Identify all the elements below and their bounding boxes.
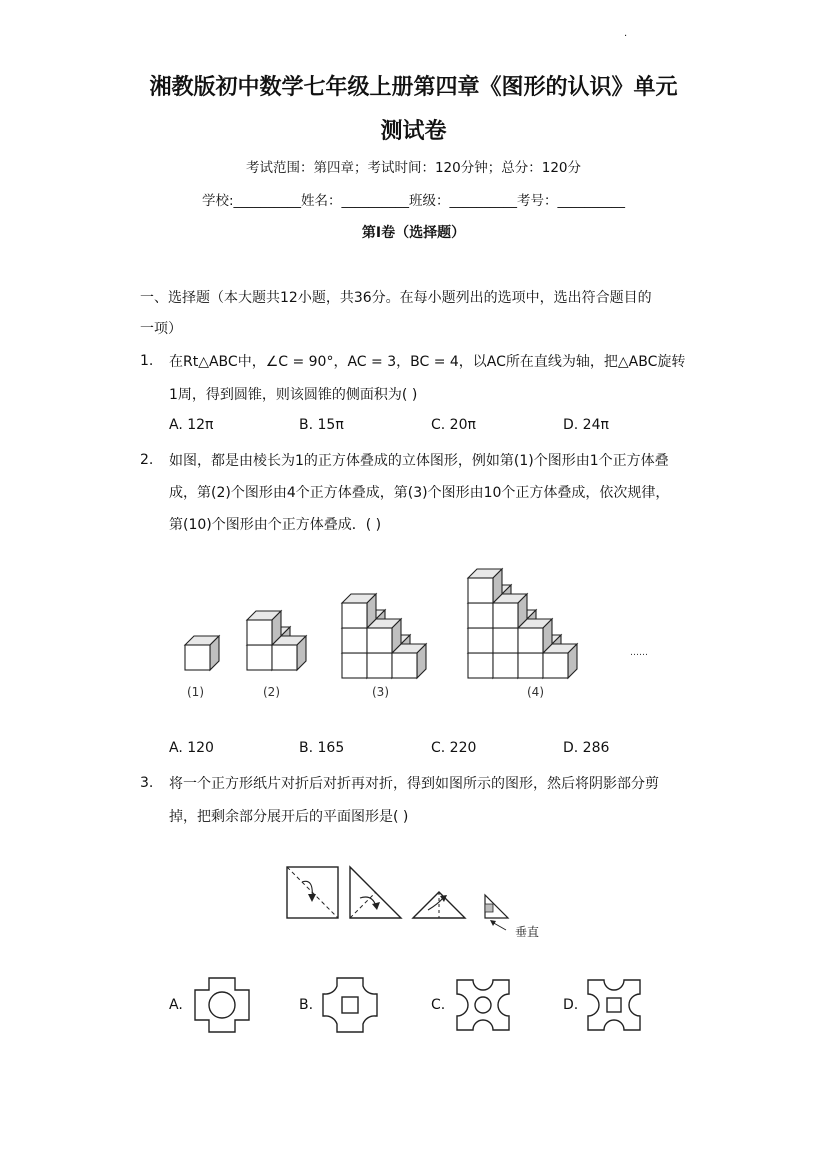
q2-number: 2. [140, 452, 154, 468]
cube [493, 594, 527, 628]
q1-option-d[interactable]: D. 24π [563, 417, 609, 433]
exam-info: 考试范围：第四章；考试时间：120分钟；总分：120分 [245, 160, 582, 176]
q1-option-c[interactable]: C. 20π [431, 417, 476, 433]
q2-fig-label-4: (4) [527, 685, 544, 699]
section-heading-line1: 一、选择题（本大题共12小题，共36分。在每小题列出的选项中，选出符合题目的 [140, 290, 652, 306]
cube [272, 636, 306, 670]
q3-folding-figure [280, 860, 550, 945]
q3-option-a-shape[interactable] [191, 976, 253, 1034]
q3-option-b-shape[interactable] [319, 976, 381, 1034]
q3-option-a[interactable]: A. [169, 997, 183, 1013]
q1-text-line1: 在Rt△ABC中，∠C = 90°，AC = 3，BC = 4，以AC所在直线为轴，把△ABC旋转 [169, 354, 686, 370]
q3-text-line1: 将一个正方形纸片对折后对折再对折，得到如图所示的图形，然后将阴影部分剪 [169, 776, 659, 792]
q2-fig-label-3: (3) [372, 685, 389, 699]
student-fields: 学校:__________姓名：__________班级：__________考号：__________ [201, 193, 626, 209]
q3-text-line2: 掉，把剩余部分展开后的平面图形是( ) [169, 809, 409, 825]
q3-number: 3. [140, 775, 154, 791]
page-title-line2: 测试卷 [380, 118, 447, 144]
q2-text-line2: 成，第(2)个图形由4个正方体叠成，第(3)个图形由10个正方体叠成，依次规律， [169, 485, 670, 501]
cube [468, 569, 502, 603]
q3-option-d[interactable]: D. [563, 997, 579, 1013]
q3-option-c[interactable]: C. [431, 997, 446, 1013]
cube [247, 611, 281, 645]
q3-fig-note: 垂直 [515, 925, 540, 939]
q2-text-line3: 第(10)个图形由个正方体叠成．( ) [169, 517, 382, 533]
q1-option-b[interactable]: B. 15π [299, 417, 344, 433]
q1-number: 1. [140, 353, 154, 369]
volume-heading: 第I卷（选择题） [361, 225, 466, 241]
q3-option-b[interactable]: B. [299, 997, 314, 1013]
cube [518, 619, 552, 653]
cube [367, 619, 401, 653]
q2-fig-label-1: (1) [187, 685, 204, 699]
corner-mark: . [624, 28, 628, 39]
q2-option-a[interactable]: A. 120 [169, 740, 214, 756]
cube [185, 636, 219, 670]
cube [543, 644, 577, 678]
cube [392, 644, 426, 678]
q2-option-d[interactable]: D. 286 [563, 740, 610, 756]
q3-option-c-shape[interactable] [453, 976, 513, 1034]
section-heading-line2: 一项） [140, 321, 182, 337]
q1-text-line2: 1周，得到圆锥，则该圆锥的侧面积为( ) [169, 387, 418, 403]
cube [342, 594, 376, 628]
q2-cube-stack-figure [160, 535, 660, 705]
q3-option-d-shape[interactable] [584, 976, 644, 1034]
q2-option-b[interactable]: B. 165 [299, 740, 345, 756]
q1-option-a[interactable]: A. 12π [169, 417, 214, 433]
q2-text-line1: 如图，都是由棱长为1的正方体叠成的立体图形，例如第(1)个图形由1个正方体叠 [169, 453, 669, 469]
page-title-line1: 湘教版初中数学七年级上册第四章《图形的认识》单元 [149, 74, 678, 100]
q2-ellipsis: …… [630, 648, 648, 658]
q2-option-c[interactable]: C. 220 [431, 740, 477, 756]
q2-fig-label-2: (2) [263, 685, 280, 699]
